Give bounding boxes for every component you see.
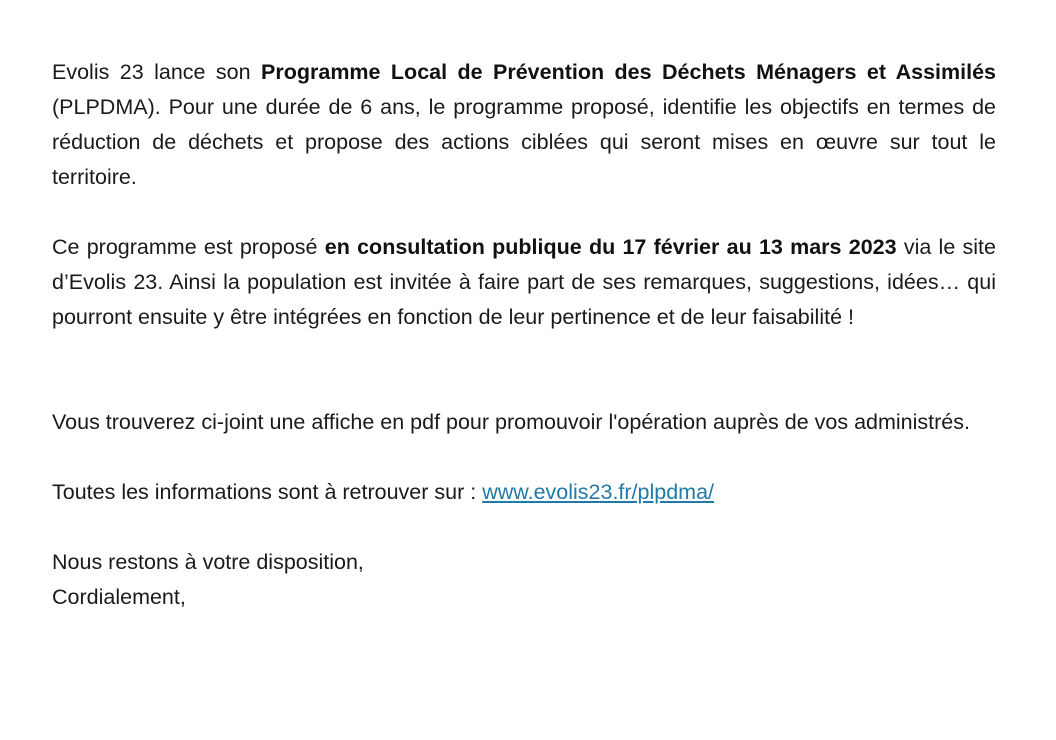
poster-paragraph: Vous trouverez ci-joint une affiche en pdf pour promouvoir l'opération auprès de vos administrés. <box>52 410 970 434</box>
spacer <box>52 510 996 545</box>
spacer <box>52 195 996 230</box>
consultation-text-start: Ce programme est proposé <box>52 235 325 259</box>
closing-line-2: Cordialement, <box>52 585 186 609</box>
consultation-paragraph <box>52 230 996 335</box>
closing-line-1: Nous restons à votre disposition, <box>52 550 364 574</box>
intro-paragraph <box>52 55 996 195</box>
document-body <box>52 55 996 615</box>
intro-text-start: Evolis 23 lance son <box>52 60 262 84</box>
spacer <box>52 440 996 475</box>
consultation-dates: en consultation publique du 17 février au 13 mars 2023 <box>324 235 897 259</box>
info-paragraph <box>52 475 996 510</box>
intro-text-end: (PLPDMA). Pour une durée de 6 ans, le programme proposé, identifie les objectifs en termes de réduction de déchets et propose des actions ciblées qui seront mises en œuvre sur tout le territoire. <box>52 95 996 189</box>
website-link[interactable]: www.evolis23.fr/plpdma/ <box>482 480 715 504</box>
consultation-text-end: via le site d’Evolis 23. Ainsi la population est invitée à faire part de ses remarques, suggestions, idées… qui pourront ensuite y être intégrées en fonction de leur pertinence et de leur faisabilité ! <box>52 235 996 329</box>
info-text: Toutes les informations sont à retrouver sur : <box>52 480 483 504</box>
spacer <box>52 335 996 405</box>
program-name: Programme Local de Prévention des Déchets Ménagers et Assimilés <box>261 60 996 84</box>
